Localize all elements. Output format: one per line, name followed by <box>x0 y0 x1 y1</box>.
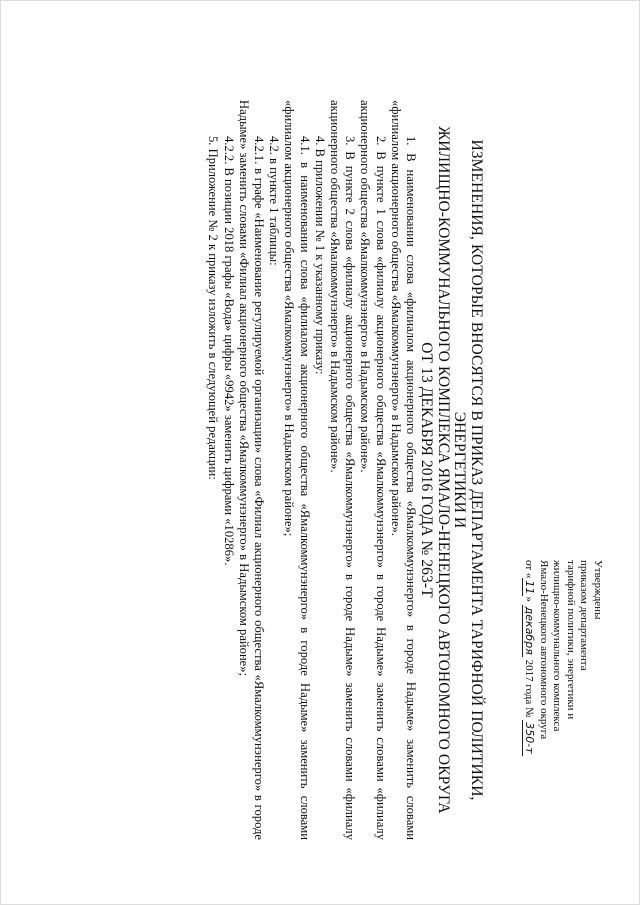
approval-date-line <box>522 560 537 820</box>
paragraph-4-2-1: 4.2.1. в графе «Наименование регулируемой организации» слова «Филиал акционерного общества «Ямалкоммунэнерго» в городе Надыме» заменить словами «Филиал акционерного общества «Ямалкоммунэнерго» в Надымском районе»; <box>236 100 266 840</box>
approval-stamp-block <box>522 560 604 820</box>
title-line-3: ОТ 13 ДЕКАБРЯ 2016 ГОДА № 263-Т <box>418 342 436 598</box>
handwritten-order-number: 350-т <box>523 722 537 754</box>
approval-line: приказом департамента <box>578 560 591 671</box>
paragraph-4-2-2: 4.2.2. В позиции 2018 графы «Вода» цифры «9942» заменить цифрами «10286». <box>221 136 236 566</box>
handwritten-month: декабря <box>523 606 537 655</box>
approval-line: Ямало-Ненецкого автономного округа <box>538 560 550 740</box>
approval-line: тарифной политики, энергетики и <box>565 560 577 720</box>
approval-line: Утверждены <box>592 560 604 620</box>
paragraph-5: 5. Приложение № 2 к приказу изложить в следующей редакции: <box>206 136 221 480</box>
paragraph-4: 4. В приложении № 1 к указанному приказу: <box>312 136 327 375</box>
date-year: 2017 года № <box>523 659 536 718</box>
paragraph-3: 3. В пункте 2 слова «филиалу акционерного общества «Ямалкоммунэнерго» в городе Надыме» заменить словами «филиалу акционерного общества «Ямалкоммунэнерго» в Надымском районе». <box>327 100 358 840</box>
title-line-2: ЖИЛИЩНО-КОММУНАЛЬНОГО КОМПЛЕКСА ЯМАЛО-НЕНЕЦКОГО АВТОНОМНОГО ОКРУГА <box>435 126 452 814</box>
paragraph-4-2: 4.2. в пункте 1 таблицы: <box>267 136 282 266</box>
document-body <box>205 100 418 840</box>
approval-line: жилищно-коммунального комплекса <box>551 560 564 732</box>
title-line-1: ИЗМЕНЕНИЯ, КОТОРЫЕ ВНОСЯТСЯ В ПРИКАЗ ДЕПАРТАМЕНТА ТАРИФНОЙ ПОЛИТИКИ, ЭНЕРГЕТИКИ И <box>451 139 485 801</box>
document-title <box>418 120 484 820</box>
paragraph-1: 1. В наименовании слова «филиалом акционерного общества «Ямалкоммунэнерго» в городе Надыме» заменить словами «филиалом акционерного общества «Ямалкоммунэнерго» в Надымском районе». <box>388 100 418 840</box>
date-prefix: от « <box>523 560 536 579</box>
paragraph-2: 2. В пункте 1 слова «филиалу акционерного общества «Ямалкоммунэнерго» в городе Надыме» заменить словами «филиалу акционерного общества «Ямалкоммунэнерго» в Надымском районе». <box>358 100 388 840</box>
date-mid: » <box>523 596 536 602</box>
handwritten-day: 11 <box>523 580 537 595</box>
paragraph-4-1: 4.1. в наименовании слова «филиалом акционерного общества «Ямалкоммунэнерго» в городе Надыме» заменить словами «филиалом акционерного общества «Ямалкоммунэнерго» в Надымском районе»; <box>282 100 312 840</box>
